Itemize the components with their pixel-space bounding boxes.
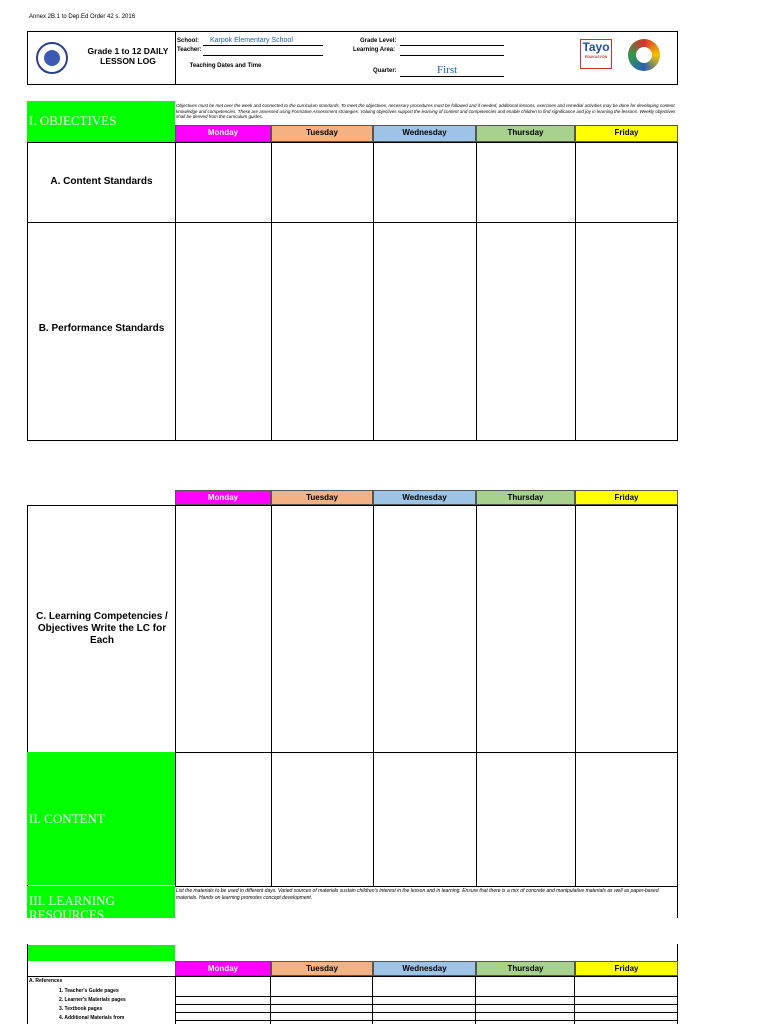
- day-header-row-3: [175, 961, 678, 976]
- grade-level-label: Grade Level:: [360, 38, 397, 44]
- monday-header: Monday: [175, 490, 271, 505]
- page-title: Grade 1 to 12 DAILY LESSON LOG: [87, 46, 169, 66]
- resources-title: III. LEARNING RESOURCES: [29, 893, 115, 918]
- objectives-section-header: [27, 101, 175, 143]
- resources-note: List the materials to be used in different days. Varied sources of materials sustain children's interest in the lesson and in learning. Ensure that there is a mix of concrete and manipulative materials as well as paper-based materials. Hands on learning promotes concept development.: [176, 888, 659, 901]
- thursday-header: Thursday: [476, 961, 575, 976]
- teacher-label: Teacher:: [177, 47, 202, 53]
- learning-competencies-label: C. Learning Competencies / Objectives Write the LC for Each: [36, 611, 168, 646]
- content-title: II. CONTENT: [29, 811, 105, 826]
- day-header-row-1: [175, 125, 678, 142]
- day-header-row-2: [175, 490, 678, 505]
- school-value: Karpok Elementary School: [210, 37, 293, 44]
- deped-seal-icon: [36, 42, 68, 74]
- content-standards-label: A. Content Standards: [50, 176, 153, 187]
- friday-header: Friday: [575, 490, 678, 505]
- region-seal-icon: [628, 39, 660, 71]
- objectives-note: Objectives must be met over the week and connected to the curriculum standards. To meet the objectives, necessary procedures must be followed and if needed, additional lessons, exercises and remedial activities may be done for developing content knowledge and competencies. These are assessed using Formative Assessment strategies. Valuing objectives support the learning of content and competencies and enable children to find significance and joy in learning the lessons. Weekly objectives shall be derived from the curriculum guides.: [176, 103, 676, 119]
- objectives-grid: [27, 142, 678, 441]
- references-grid: [27, 976, 678, 1024]
- tayo-logo: Tayo EDUKASYON: [580, 39, 612, 69]
- objectives-title: I. OBJECTIVES: [29, 113, 117, 128]
- quarter-label: Quarter:: [373, 68, 397, 74]
- wednesday-header: Wednesday: [373, 490, 476, 505]
- school-label: School:: [177, 38, 199, 44]
- annex-label: Annex 2B.1 to Dep.Ed Order 42 s. 2016: [29, 14, 136, 20]
- resources-continued-header: [27, 945, 175, 961]
- wednesday-header: Wednesday: [373, 961, 476, 976]
- thursday-header: Thursday: [476, 125, 575, 142]
- friday-header: Friday: [575, 125, 678, 142]
- learning-area-label: Learning Area:: [353, 47, 396, 53]
- header-block: [27, 31, 678, 85]
- reference-item: 4. Additional Materials from: [59, 1015, 125, 1021]
- thursday-header: Thursday: [476, 490, 575, 505]
- tuesday-header: Tuesday: [271, 125, 373, 142]
- friday-header: Friday: [575, 961, 678, 976]
- tuesday-header: Tuesday: [271, 490, 373, 505]
- monday-header: Monday: [175, 961, 271, 976]
- quarter-value: First: [437, 64, 458, 76]
- references-label: A. References: [29, 978, 63, 984]
- reference-item: 2. Learner's Materials pages: [59, 997, 126, 1003]
- dates-label: Teaching Dates and Time: [189, 63, 262, 69]
- tuesday-header: Tuesday: [271, 961, 373, 976]
- resources-section-header: [27, 886, 175, 918]
- reference-item: 1. Teacher's Guide pages: [59, 988, 119, 994]
- wednesday-header: Wednesday: [373, 125, 476, 142]
- monday-header: Monday: [175, 125, 271, 142]
- performance-standards-label: B. Performance Standards: [38, 323, 165, 334]
- content-section-header: [27, 752, 175, 885]
- reference-item: 3. Textbook pages: [59, 1006, 103, 1012]
